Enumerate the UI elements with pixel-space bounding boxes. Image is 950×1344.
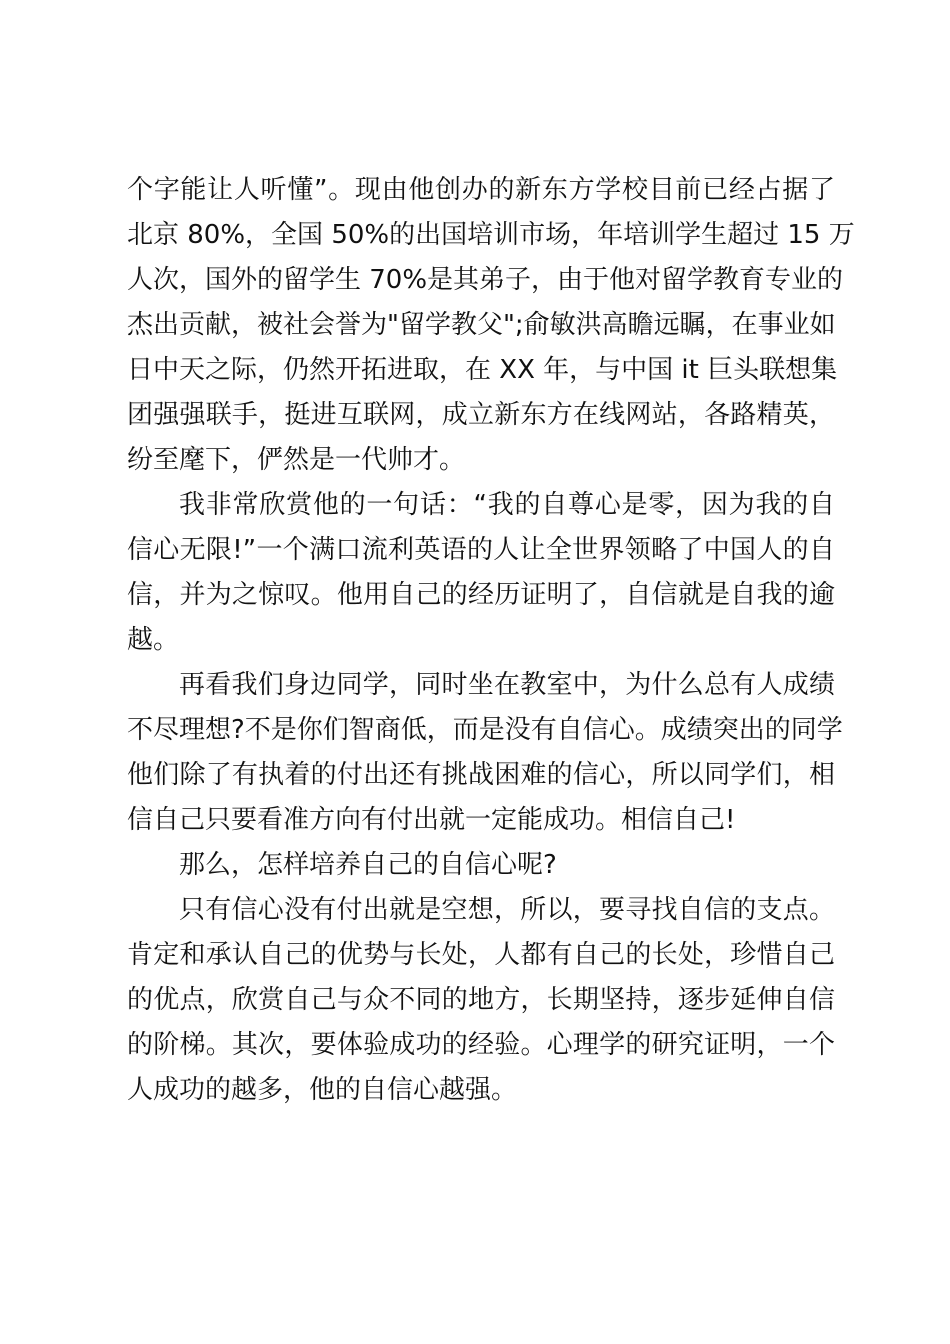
text-line: 的阶梯。其次，要体验成功的经验。心理学的研究证明，一个 <box>127 1030 835 1060</box>
text-line: 个字能让人听懂”。现由他创办的新东方学校目前已经占据了 <box>127 175 835 205</box>
paragraph <box>127 843 835 888</box>
paragraph <box>127 888 835 1113</box>
text-line: 信心无限!”一个满口流利英语的人让全世界领略了中国人的自 <box>127 535 835 565</box>
text-line: 人成功的越多，他的自信心越强。 <box>127 1075 518 1105</box>
paragraph <box>127 663 843 843</box>
text-line: 我非常欣赏他的一句话：“我的自尊心是零，因为我的自 <box>179 490 835 520</box>
text-line: 只有信心没有付出就是空想，所以，要寻找自信的支点。 <box>179 895 835 925</box>
text-line: 不尽理想?不是你们智商低，而是没有自信心。成绩突出的同学 <box>127 715 843 745</box>
text-line: 的优点，欣赏自己与众不同的地方，长期坚持，逐步延伸自信 <box>127 985 835 1015</box>
text-line: 他们除了有执着的付出还有挑战困难的信心，所以同学们，相 <box>127 760 835 790</box>
paragraph <box>127 168 855 483</box>
text-line: 肯定和承认自己的优势与长处，人都有自己的长处，珍惜自己 <box>127 940 835 970</box>
text-line: 日中天之际，仍然开拓进取，在 XX 年，与中国 it 巨头联想集 <box>127 355 838 385</box>
text-line: 那么，怎样培养自己的自信心呢? <box>179 850 557 880</box>
text-line: 纷至麾下，俨然是一代帅才。 <box>127 445 466 475</box>
text-line: 北京 80%，全国 50%的出国培训市场，年培训学生超过 15 万 <box>127 220 855 250</box>
text-line: 再看我们身边同学，同时坐在教室中，为什么总有人成绩 <box>179 670 835 700</box>
text-line: 信，并为之惊叹。他用自己的经历证明了，自信就是自我的逾 <box>127 580 835 610</box>
document-body <box>127 168 855 1113</box>
text-line: 信自己只要看准方向有付出就一定能成功。相信自己! <box>127 805 736 835</box>
text-line: 越。 <box>127 625 180 655</box>
text-line: 杰出贡献，被社会誉为"留学教父";俞敏洪高瞻远瞩，在事业如 <box>127 310 836 340</box>
text-line: 人次，国外的留学生 70%是其弟子，由于他对留学教育专业的 <box>127 265 844 295</box>
text-line: 团强强联手，挺进互联网，成立新东方在线网站，各路精英， <box>127 400 835 430</box>
paragraph <box>127 483 835 663</box>
